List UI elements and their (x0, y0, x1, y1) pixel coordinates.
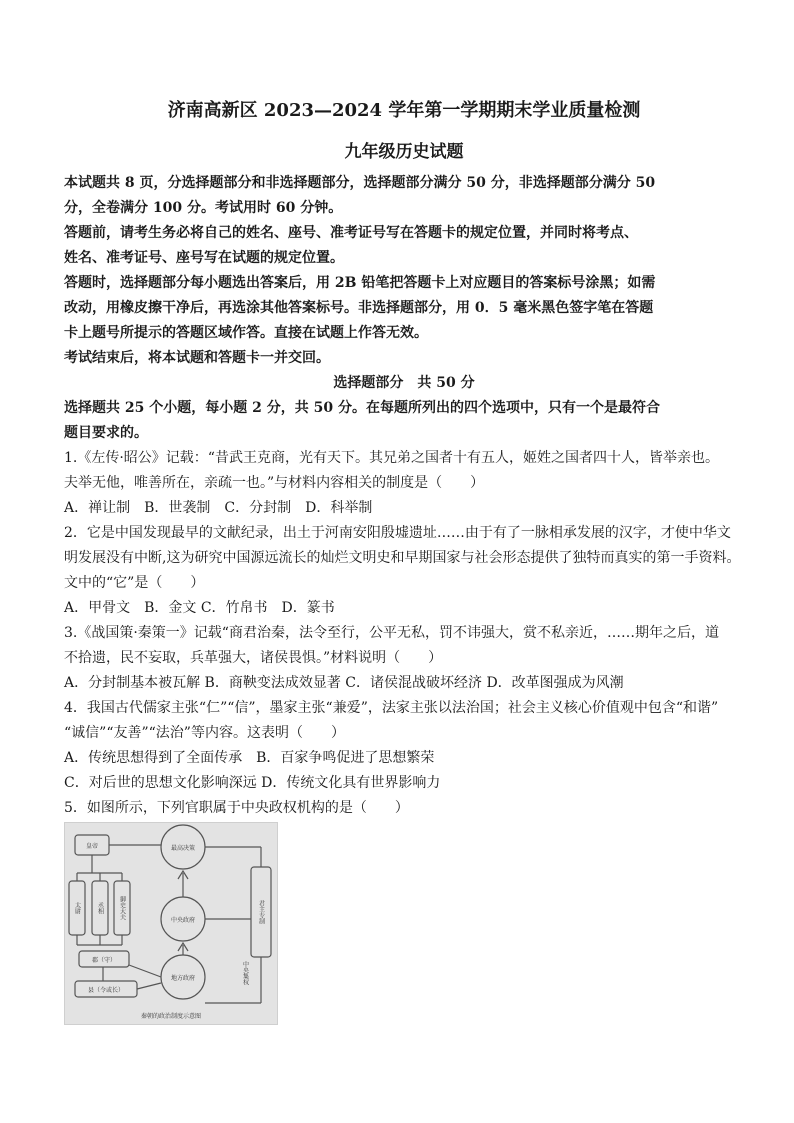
instruction-line: 改动，用橡皮擦干净后，再选涂其他答案标号。非选择题部分，用 0．5 毫米黑色签字笔在答题 (64, 300, 654, 316)
question-text: 不拾遗，民不妄取，兵革强大，诸侯畏惧。”材料说明（ ） (64, 650, 443, 666)
question-options: A．甲骨文 B．金文 C．竹帛书 D．篆书 (64, 600, 335, 616)
question-options: A．分封制基本被瓦解 B．商鞅变法成效显著 C．诸侯混战破坏经济 D．改革图强成为风潮 (64, 675, 624, 691)
node-centralization: 中央集权 (241, 961, 249, 985)
figure-caption: 秦朝的政治制度示意图 (140, 1013, 202, 1020)
node-autocracy: 君主专制 (257, 900, 265, 924)
node-central: 中央政府 (170, 917, 196, 924)
diagram-svg (65, 823, 277, 1024)
node-jun: 郡（守） (91, 957, 117, 964)
question-options: A．传统思想得到了全面传承 B．百家争鸣促进了思想繁荣 (64, 750, 435, 766)
question-options: A．禅让制 B．世袭制 C．分封制 D．科举制 (64, 500, 373, 516)
section-heading: 选择题部分 共 50 分 (333, 375, 475, 391)
node-local: 地方政府 (170, 975, 196, 982)
question-text: 2．它是中国发现最早的文献纪录，出土于河南安阳殷墟遗址……由于有了一脉相承发展的汉字，才使中华文 (64, 525, 731, 541)
question-text: 1.《左传·昭公》记载：“昔武王克商，光有天下。其兄弟之国者十有五人，姬姓之国者四十人，皆举亲也。 (64, 450, 719, 466)
instruction-line: 本试题共 8 页，分选择题部分和非选择题部分，选择题部分满分 50 分，非选择题部分满分 50 (64, 175, 656, 191)
instruction-line: 答题前，请考生务必将自己的姓名、座号、准考证号写在答题卡的规定位置，并同时将考点、 (64, 225, 638, 241)
node-yushi: 御史大夫 (118, 896, 126, 920)
question-text: 5．如图所示，下列官职属于中央政权机构的是（ ） (64, 800, 409, 816)
question-text: “诚信”“友善”“法治”等内容。这表明（ ） (64, 725, 345, 741)
exam-title: 济南高新区 2023—2024 学年第一学期期末学业质量检测 (167, 100, 641, 121)
node-decision: 最高决策 (170, 845, 196, 852)
question-text: 明发展没有中断,这为研究中国源远流长的灿烂文明史和早期国家与社会形态提供了独特而真实的第一手资料。 (64, 550, 741, 566)
instruction-line: 分，全卷满分 100 分。考试用时 60 分钟。 (64, 200, 343, 216)
instruction-line: 卡上题号所提示的答题区域作答。直接在试题上作答无效。 (64, 325, 428, 341)
instruction-line: 考试结束后，将本试题和答题卡一并交回。 (64, 350, 330, 366)
question-text: 4．我国古代儒家主张“仁”“信”，墨家主张“兼爱”，法家主张以法治国；社会主义核心价值观中包含“和谐” (64, 700, 719, 716)
section-intro: 题目要求的。 (64, 425, 148, 441)
question-options: C．对后世的思想文化影响深远 D．传统文化具有世界影响力 (64, 775, 441, 791)
instruction-line: 姓名、准考证号、座号写在试题的规定位置。 (64, 250, 344, 266)
question-text: 3.《战国策·秦策一》记载“商君治秦，法令至行，公平无私，罚不讳强大，赏不私亲近，……期年之后，道 (64, 625, 719, 641)
node-chancellor: 丞相 (96, 902, 104, 914)
node-xian: 县（令或长） (87, 987, 125, 994)
node-taiwei: 太尉 (73, 902, 81, 914)
section-intro: 选择题共 25 个小题，每小题 2 分，共 50 分。在每题所列出的四个选项中，只有一个是最符合 (64, 400, 660, 416)
question-text: 文中的“它”是（ ） (64, 575, 205, 591)
instruction-line: 答题时，选择题部分每小题选出答案后，用 2B 铅笔把答题卡上对应题目的答案标号涂黑；如需 (64, 275, 656, 291)
exam-subtitle: 九年级历史试题 (344, 142, 464, 162)
question-text: 夫举无他，唯善所在，亲疏一也。”与材料内容相关的制度是（ ） (64, 475, 485, 491)
node-emperor: 皇帝 (85, 843, 99, 850)
qin-political-system-diagram (64, 822, 278, 1025)
